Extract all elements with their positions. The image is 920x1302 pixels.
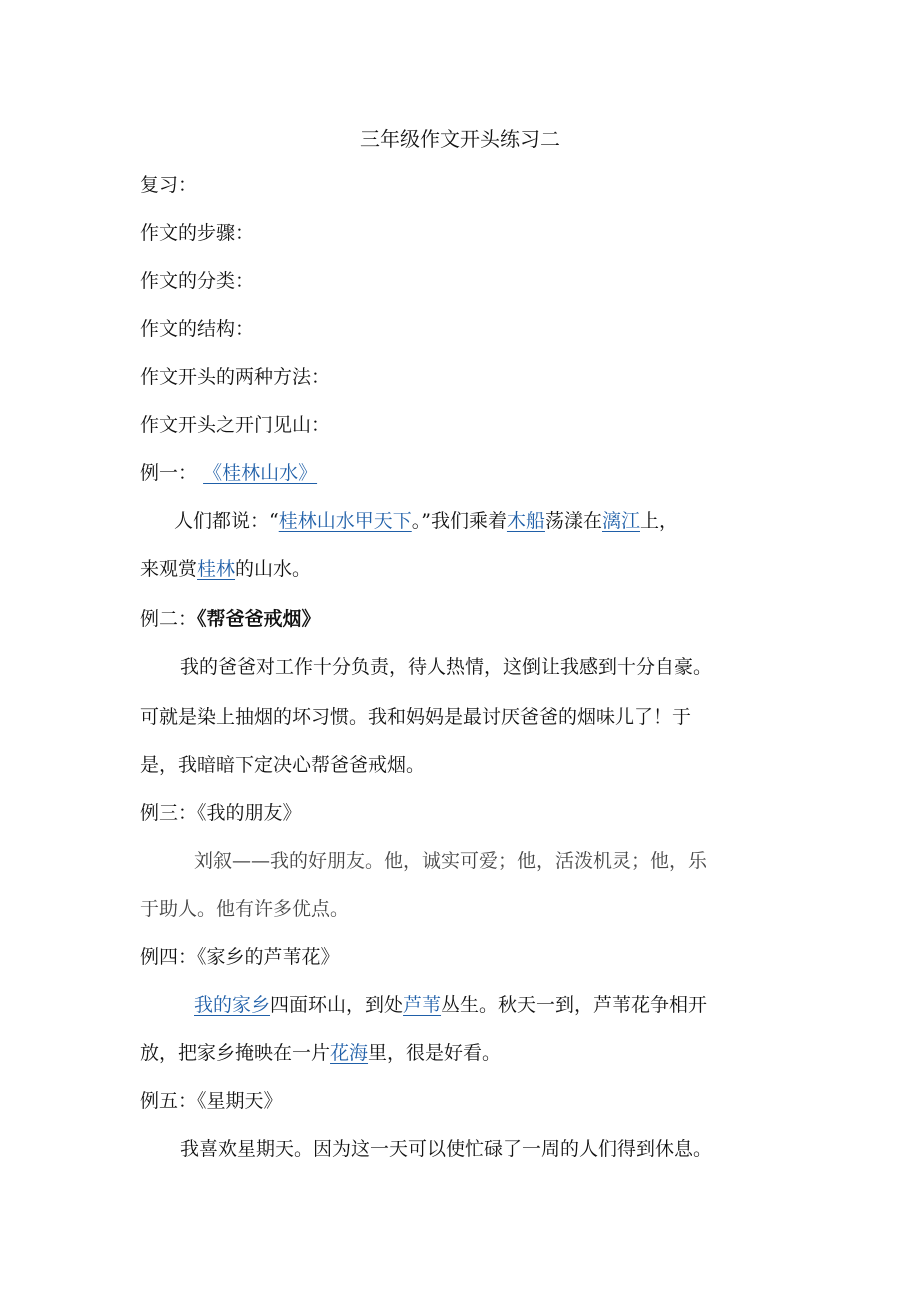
example-3-line-1: 刘叙——我的好朋友。他，诚实可爱；他，活泼机灵；他，乐 (194, 850, 708, 872)
example-4-line-2 (140, 1040, 501, 1066)
example-2-line-1: 我的爸爸对工作十分负责，待人热情，这倒让我感到十分自豪。 (180, 656, 713, 678)
review-item-categories: 作文的分类： (140, 270, 255, 292)
example-4-text: 里，很是好看。 (368, 1042, 502, 1064)
link-wooden-boat[interactable]: 木船 (506, 510, 545, 532)
example-1-text: 来观赏 (140, 558, 198, 580)
example-2-heading (140, 606, 321, 632)
example-2-line-3: 是，我暗暗下定决心帮爸爸戒烟。 (140, 754, 426, 776)
example-3-heading (140, 800, 302, 826)
example-4-text: 四面环山，到处 (270, 994, 404, 1016)
example-1-heading (140, 460, 317, 486)
link-guilin-shanshui[interactable]: 桂林山水甲天下 (278, 510, 412, 532)
example-1-text: 人们都说：“ (174, 510, 279, 532)
review-item-direct-opening: 作文开头之开门见山： (140, 414, 331, 436)
example-4-line-1 (194, 992, 707, 1018)
example-2-prefix: 例二： (140, 608, 198, 630)
example-4-text: 放，把家乡掩映在一片 (140, 1042, 331, 1064)
example-3-line-2: 于助人。他有许多优点。 (140, 898, 350, 920)
review-item-two-methods: 作文开头的两种方法： (140, 366, 331, 388)
example-4-heading (140, 944, 340, 970)
example-1-text: 的山水。 (235, 558, 312, 580)
example-1-title-link[interactable]: 《桂林山水》 (203, 462, 318, 484)
example-5-title: 《星期天》 (197, 1090, 283, 1112)
example-1-text: 荡漾在 (544, 510, 602, 532)
example-2-title: 《帮爸爸戒烟》 (197, 608, 321, 630)
link-li-river[interactable]: 漓江 (601, 510, 640, 532)
review-item-structure: 作文的结构： (140, 318, 255, 340)
link-sea-of-flowers[interactable]: 花海 (330, 1042, 369, 1064)
link-guilin[interactable]: 桂林 (197, 558, 236, 580)
example-4-prefix: 例四： (140, 946, 198, 968)
example-2-line-2: 可就是染上抽烟的坏习惯。我和妈妈是最讨厌爸爸的烟味儿了！于 (140, 706, 692, 728)
review-label: 复习： (140, 174, 198, 196)
example-3-title: 《我的朋友》 (197, 802, 302, 824)
example-1-text: 上， (640, 510, 679, 532)
example-5-line-1: 我喜欢星期天。因为这一天可以使忙碌了一周的人们得到休息。 (180, 1138, 713, 1160)
example-1-line-1 (174, 508, 678, 534)
example-1-line-2 (140, 556, 311, 582)
example-4-text: 丛生。秋天一到，芦苇花争相开 (441, 994, 708, 1016)
review-item-steps: 作文的步骤： (140, 222, 255, 244)
link-reeds[interactable]: 芦苇 (403, 994, 442, 1016)
page-title: 三年级作文开头练习二 (360, 127, 560, 151)
example-5-heading (140, 1088, 283, 1114)
link-my-hometown[interactable]: 我的家乡 (194, 994, 271, 1016)
example-1-text: 。”我们乘着 (411, 510, 507, 532)
example-1-prefix: 例一： (140, 462, 198, 484)
example-3-prefix: 例三： (140, 802, 198, 824)
example-4-title: 《家乡的芦苇花》 (197, 946, 340, 968)
example-5-prefix: 例五： (140, 1090, 198, 1112)
